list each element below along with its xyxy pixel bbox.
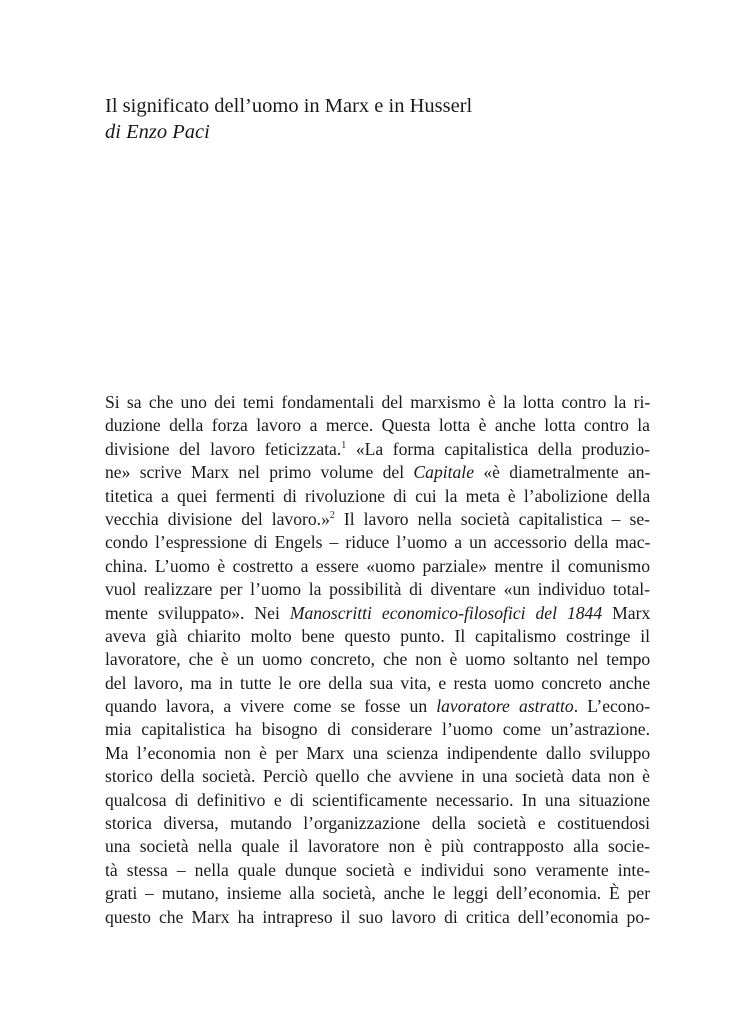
text-segment: una società nella quale il lavoratore non è più contrapposto alla socie- — [105, 836, 650, 857]
text-line — [105, 602, 650, 625]
text-segment: condo l’espressione di Engels – riduce l’uomo a un accessorio della mac- — [105, 532, 651, 553]
text-line — [105, 414, 650, 437]
text-line — [105, 742, 650, 765]
text-segment: qualcosa di definitivo e di scientificamente necessario. In una situazione — [105, 789, 651, 810]
text-segment: Il lavoro nella società capitalistica – se- — [334, 508, 650, 529]
text-line — [105, 461, 650, 484]
text-line — [105, 391, 650, 414]
text-line — [105, 672, 650, 695]
text-segment: tà stessa – nella quale dunque società e individui sono veramente inte- — [105, 859, 650, 880]
text-line — [105, 508, 650, 531]
text-segment: grati – mutano, insieme alla società, anche le leggi dell’economia. È per — [105, 883, 651, 904]
text-segment: storica diversa, mutando l’organizzazione della società e costituendosi — [105, 813, 651, 834]
text-segment: questo che Marx ha intrapreso il suo lavoro di critica dell’economia po- — [105, 906, 650, 927]
text-segment: «è diametralmente an- — [474, 462, 651, 483]
text-segment: del lavoro, ma in tutte le ore della sua vita, e resta uomo concreto anche — [105, 672, 651, 693]
text-segment: vuol realizzare per l’uomo la possibilità di diventare «un individuo total- — [105, 579, 651, 600]
text-segment: Ma l’economia non è per Marx una scienza indipendente dallo sviluppo — [105, 742, 651, 763]
text-line — [105, 718, 650, 741]
text-segment: lavoratore, che è un uomo concreto, che non è uomo soltanto nel tempo — [105, 649, 651, 670]
text-segment: mente sviluppato». Nei — [105, 602, 290, 623]
text-line — [105, 695, 650, 718]
text-line — [105, 859, 650, 882]
body-paragraph — [105, 391, 650, 929]
text-segment: «La forma capitalistica della produzio- — [346, 438, 650, 459]
text-line — [105, 882, 650, 905]
text-segment: aveva già chiarito molto bene questo punto. Il capitalismo costringe il — [105, 625, 651, 646]
text-line — [105, 648, 650, 671]
text-segment: ne» scrive Marx nel primo volume del — [105, 462, 414, 483]
text-line — [105, 485, 650, 508]
article-title: Il significato dell’uomo in Marx e in Husserl — [105, 95, 473, 117]
text-segment: titetica a quei fermenti di rivoluzione di cui la meta è l’abolizione della — [105, 485, 651, 506]
footnote-marker: 1 — [341, 439, 347, 451]
text-line — [105, 765, 650, 788]
italic-text: lavoratore astratto — [436, 696, 574, 717]
text-segment: . L’econo- — [573, 696, 651, 717]
text-segment: quando lavora, a vivere come se fosse un — [105, 696, 437, 717]
text-segment: china. L’uomo è costretto a essere «uomo parziale» mentre il comunismo — [105, 555, 650, 576]
text-segment: Marx — [602, 602, 651, 623]
text-segment: vecchia divisione del lavoro.» — [105, 508, 330, 529]
text-line — [105, 906, 650, 929]
text-segment: divisione del lavoro feticizzata. — [105, 438, 342, 459]
text-line — [105, 438, 650, 461]
italic-text: Capitale — [413, 462, 475, 483]
italic-text: Manoscritti economico-filosofici del 1844 — [289, 602, 603, 623]
text-line — [105, 625, 650, 648]
article-author: di Enzo Paci — [105, 121, 210, 143]
text-segment: storico della società. Perciò quello che avviene in una società data non è — [105, 766, 650, 787]
text-line — [105, 789, 650, 812]
article-header — [105, 93, 645, 145]
text-line — [105, 531, 650, 554]
footnote-marker: 2 — [329, 509, 335, 521]
text-line — [105, 555, 650, 578]
text-line — [105, 578, 650, 601]
text-segment: Si sa che uno dei temi fondamentali del marxismo è la lotta contro la ri- — [105, 392, 651, 412]
text-line — [105, 812, 650, 835]
text-line — [105, 835, 650, 858]
text-segment: duzione della forza lavoro a merce. Questa lotta è anche lotta contro la — [105, 415, 650, 436]
text-segment: mia capitalistica ha bisogno di considerare l’uomo come un’astrazione. — [105, 719, 650, 740]
